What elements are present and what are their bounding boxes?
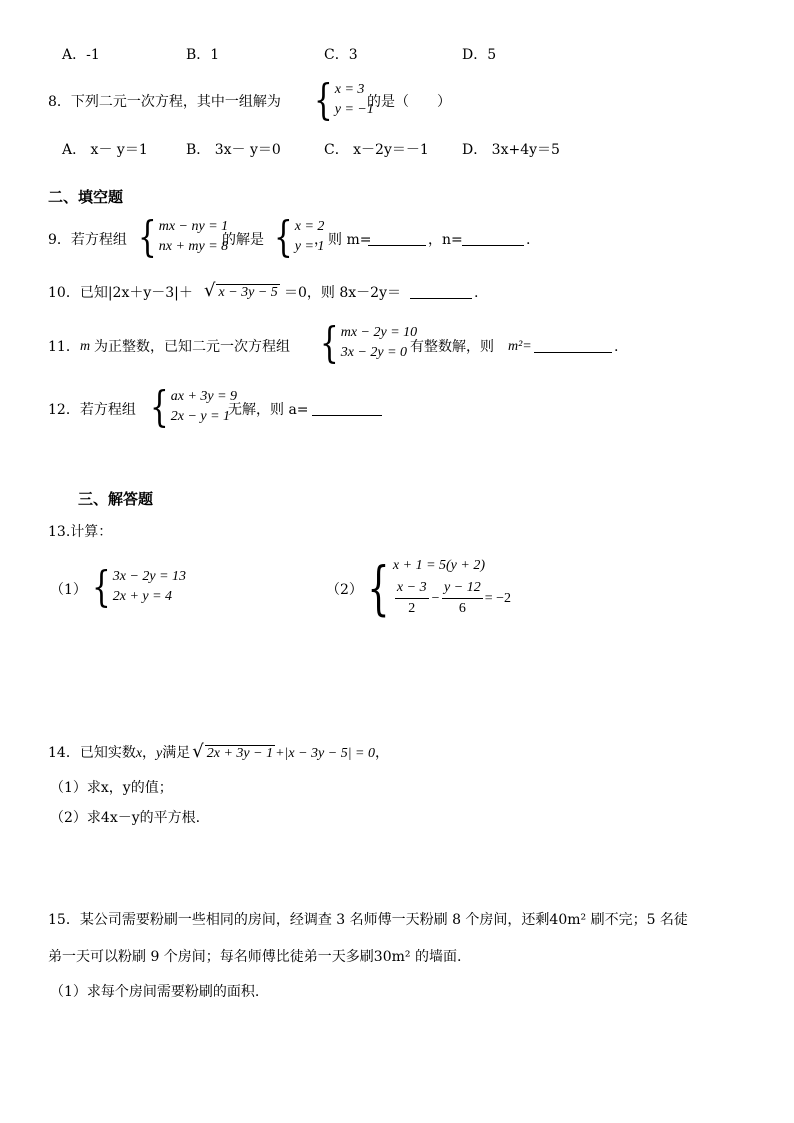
brace-symbol: { — [274, 212, 293, 261]
q12-sys-row: 2x − y = 1 — [170, 409, 231, 424]
q14-radicand: 2x + 3y − 1 — [206, 746, 274, 761]
q13-p1-row: 2x + y = 4 — [112, 589, 173, 604]
fraction-numerator: x − 3 — [395, 578, 429, 599]
minus-sign: − — [430, 590, 441, 606]
q7-option-a: A．-1 — [62, 47, 100, 63]
q9-suffix-m: ，则 m= — [314, 232, 372, 248]
q7-option-b: B．1 — [186, 47, 220, 63]
q14-stem — [48, 743, 389, 761]
q8-option-c: C． x－2y＝－1 — [324, 142, 429, 158]
q9-end: . — [526, 232, 531, 248]
fraction-denominator: 2 — [408, 601, 416, 616]
q9-blank-n[interactable] — [462, 233, 524, 246]
q14-part1: （1）求x，y的值； — [50, 780, 173, 796]
q14-mid: 满足 — [162, 745, 191, 761]
q11-equation-system — [316, 318, 418, 367]
q13-title: 13.计算： — [48, 524, 113, 540]
radical-symbol: √ — [204, 280, 216, 301]
q9-middle: 的解是 — [222, 232, 264, 248]
q8-stem: 8．下列二元一次方程，其中一组解为 — [48, 94, 281, 110]
brace-symbol: { — [320, 318, 339, 367]
q11-sys-row: 3x − 2y = 0 — [340, 345, 408, 360]
q14-end: ， — [375, 745, 389, 761]
q15-line1: 15．某公司需要粉刷一些相同的房间，经调查 3 名师傅一天粉刷 8 个房间，还剩40m² 刷不完；5 名徒 — [48, 912, 688, 928]
q13-p2-row2 — [393, 578, 511, 619]
q14-y: y — [156, 746, 163, 761]
q8-solution-system — [310, 75, 374, 124]
fraction-denominator: 6 — [458, 601, 466, 616]
q9-sys-row: nx + my = 8 — [158, 239, 229, 254]
q9-equation-system — [134, 212, 229, 261]
q14-comma: ， — [142, 745, 157, 761]
q8-sys-row: y = −1 — [334, 102, 374, 117]
q15-part1: （1）求每个房间需要粉刷的面积. — [50, 984, 260, 1000]
q13-p1-row: 3x − 2y = 13 — [112, 569, 187, 584]
q8-option-a: A． x－ y＝1 — [62, 142, 148, 158]
q11-suffix: 有整数解，则 — [410, 339, 494, 355]
q9-suffix-n: ，n= — [428, 232, 463, 248]
q10-blank[interactable] — [410, 286, 472, 299]
q10-radicand: x − 3y − 5 — [218, 285, 278, 300]
q13-part2-system — [360, 553, 511, 622]
brace-symbol: { — [92, 562, 111, 611]
q12-equation-system — [146, 382, 238, 431]
q13-p2-row1: x + 1 = 5(y + 2) — [392, 558, 485, 573]
q12-prefix: 12．若方程组 — [48, 402, 136, 418]
q12-blank[interactable] — [312, 403, 382, 416]
q11-blank[interactable] — [534, 340, 612, 353]
q8-stem-end: 的是（ ） — [367, 94, 451, 110]
q13-p2-rhs: = −2 — [484, 590, 511, 606]
q11-m-squared: m²= — [508, 339, 532, 354]
q14-prefix: 14．已知实数 — [48, 745, 136, 761]
q14-part2: （2）求4x－y的平方根. — [50, 810, 201, 826]
section-title-fill-in: 二、填空题 — [48, 188, 124, 206]
q7-option-d: D．5 — [462, 47, 497, 63]
section-title-answer: 三、解答题 — [78, 490, 154, 508]
q11-prefix: 为正整数，已知二元一次方程组 — [94, 339, 290, 355]
brace-symbol: { — [367, 553, 390, 622]
fraction — [442, 578, 483, 619]
q8-option-d: D． 3x+4y＝5 — [462, 142, 560, 158]
q13-part1-label: （1） — [50, 582, 87, 598]
brace-symbol: { — [138, 212, 157, 261]
q10-prefix: 10．已知|2x＋y－3|＋ — [48, 285, 193, 301]
brace-symbol: { — [150, 382, 169, 431]
q9-sol-row: x = 2 — [294, 219, 325, 234]
fraction — [395, 578, 429, 619]
q14-abs-expr: +|x − 3y − 5| = 0 — [275, 746, 375, 761]
q9-sol-row: y = 1 — [294, 239, 325, 254]
q13-part2-label: （2） — [326, 582, 363, 598]
q11-sys-row: mx − 2y = 10 — [340, 325, 418, 340]
q14-x: x — [135, 746, 143, 761]
q9-blank-m[interactable] — [368, 233, 426, 246]
brace-symbol: { — [314, 75, 333, 124]
q10-suffix: ＝0，则 8x－2y＝ — [284, 285, 401, 301]
q12-suffix: 无解，则 a= — [228, 402, 309, 418]
q9-prefix: 9．若方程组 — [48, 232, 127, 248]
q7-option-c: C．3 — [324, 47, 358, 63]
q8-option-b: B． 3x－ y＝0 — [186, 142, 281, 158]
fraction-numerator: y − 12 — [442, 578, 483, 599]
q10-sqrt — [204, 282, 280, 300]
q15-line2: 弟一天可以粉刷 9 个房间；每名师傅比徒弟一天多刷30m² 的墙面. — [48, 949, 462, 965]
q13-part1-system — [88, 562, 187, 611]
q8-sys-row: x = 3 — [334, 82, 365, 97]
q10-end: . — [474, 285, 479, 301]
q9-sys-row: mx − ny = 1 — [158, 219, 229, 234]
q12-sys-row: ax + 3y = 9 — [170, 389, 238, 404]
radical-symbol: √ — [192, 741, 204, 762]
q11-number: 11． — [48, 339, 80, 355]
q11-end: . — [614, 339, 619, 355]
q11-m: m — [80, 339, 91, 354]
